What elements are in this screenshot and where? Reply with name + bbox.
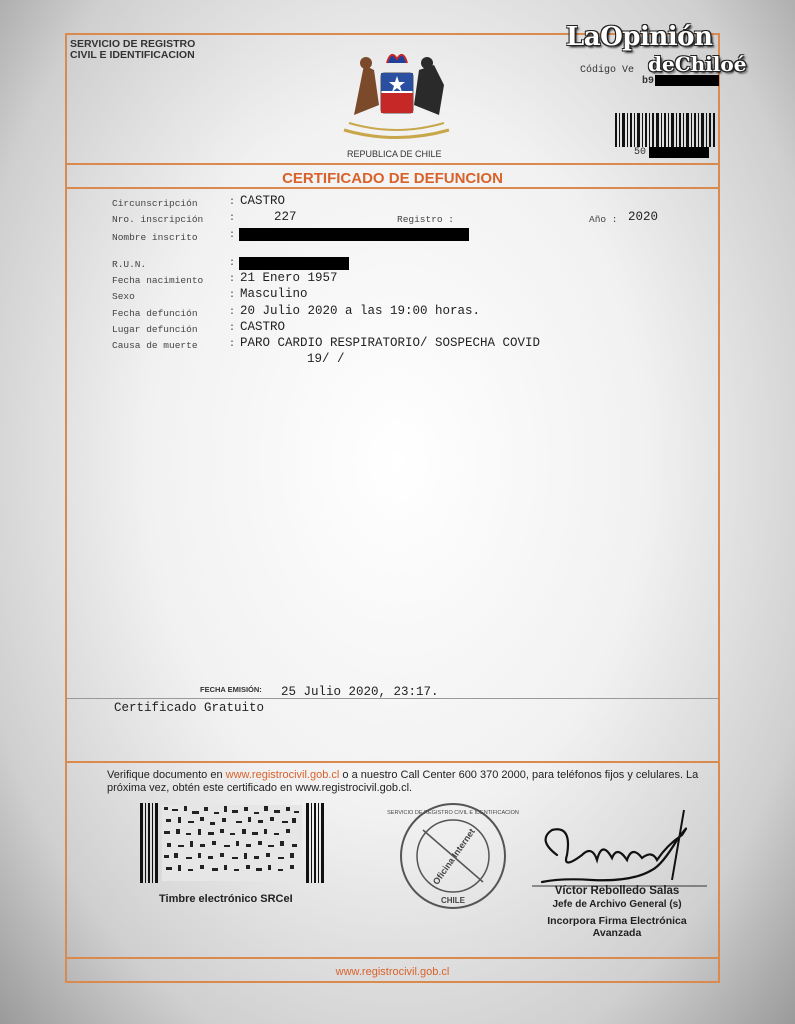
certificate-title: CERTIFICADO DE DEFUNCION bbox=[282, 170, 503, 187]
signer-name: Víctor Rebolledo Salas bbox=[554, 885, 680, 897]
verification-code-value: b9 bbox=[642, 76, 655, 87]
signature-note-line-2: Avanzada bbox=[592, 927, 642, 939]
emision-label: FECHA EMISIÓN: bbox=[200, 685, 262, 694]
agency-line-1: SERVICIO DE REGISTRO bbox=[70, 38, 196, 50]
divider bbox=[67, 163, 718, 165]
coat-of-arms-icon bbox=[329, 45, 464, 140]
signature-note-line-1: Incorpora Firma Electrónica bbox=[547, 915, 687, 927]
fecha-nacimiento-value: 21 Enero 1957 bbox=[240, 271, 338, 285]
fecha-defuncion-value: 20 Julio 2020 a las 19:00 horas. bbox=[240, 304, 481, 318]
footer-link[interactable]: www.registrocivil.gob.cl bbox=[335, 966, 450, 978]
colon: : bbox=[229, 230, 236, 241]
causa-value-line-1: PARO CARDIO RESPIRATORIO/ SOSPECHA COVID bbox=[240, 336, 541, 350]
signer-role: Jefe de Archivo General (s) bbox=[552, 899, 682, 910]
seal-inner-text: Oficina Internet bbox=[430, 826, 477, 887]
agency-name bbox=[70, 39, 195, 61]
lugar-defuncion-label: Lugar defunción bbox=[112, 324, 198, 335]
colon: : bbox=[229, 213, 236, 224]
redaction-bar bbox=[239, 257, 349, 270]
nombre-label: Nombre inscrito bbox=[112, 232, 198, 243]
newspaper-watermark-sub: deChiloé bbox=[648, 52, 747, 76]
sexo-label: Sexo bbox=[112, 291, 135, 302]
electronic-stamp-label: Timbre electrónico SRCeI bbox=[159, 893, 293, 905]
lugar-defuncion-value: CASTRO bbox=[240, 320, 286, 334]
redaction-bar bbox=[655, 75, 719, 86]
certificate-note: Certificado Gratuito bbox=[114, 701, 265, 715]
circunscripcion-value: CASTRO bbox=[240, 194, 286, 208]
verification-code-label: Código Ve bbox=[580, 65, 635, 76]
run-label: R.U.N. bbox=[112, 259, 147, 270]
fecha-nacimiento-label: Fecha nacimiento bbox=[112, 275, 204, 286]
signature-note bbox=[517, 915, 717, 939]
colon: : bbox=[229, 323, 236, 334]
divider bbox=[67, 761, 718, 763]
certificate-document bbox=[65, 33, 720, 983]
emision-value: 25 Julio 2020, 23:17. bbox=[281, 685, 439, 699]
colon: : bbox=[229, 274, 236, 285]
agency-line-2: CIVIL E IDENTIFICACION bbox=[70, 49, 195, 61]
colon: : bbox=[229, 339, 236, 350]
official-seal-icon bbox=[387, 800, 519, 912]
nro-inscripcion-label: Nro. inscripción bbox=[112, 214, 204, 225]
colon: : bbox=[229, 197, 236, 208]
colon: : bbox=[229, 258, 236, 269]
registro-civil-link[interactable]: www.registrocivil.gob.cl bbox=[225, 769, 340, 781]
seal-outer-text: SERVICIO DE REGISTRO CIVIL E IDENTIFICACION bbox=[387, 810, 519, 816]
republic-label: REPUBLICA DE CHILE bbox=[347, 149, 442, 159]
circunscripcion-label: Circunscripción bbox=[112, 198, 198, 209]
verify-text: o a nuestro Call Center 600 370 2000, para teléfonos fijos y celulares. La próxima vez, obtén este certificado en www.registrocivil.gob.cl. bbox=[107, 769, 699, 794]
verification-notice bbox=[107, 769, 707, 795]
colon: : bbox=[229, 290, 236, 301]
redaction-bar bbox=[239, 228, 469, 241]
divider bbox=[67, 187, 718, 189]
barcode-icon bbox=[615, 113, 717, 147]
colon: : bbox=[229, 307, 236, 318]
verify-text: Verifique documento en bbox=[107, 769, 226, 781]
fecha-defuncion-label: Fecha defunción bbox=[112, 308, 198, 319]
divider bbox=[67, 698, 718, 699]
seal-country: CHILE bbox=[441, 896, 465, 905]
anio-value: 2020 bbox=[628, 210, 659, 224]
barcode-number: 50 bbox=[634, 147, 647, 158]
newspaper-watermark: LaOpinión bbox=[566, 22, 713, 52]
anio-label: Año : bbox=[589, 214, 618, 225]
electronic-stamp-icon bbox=[140, 803, 324, 883]
divider bbox=[67, 957, 718, 959]
sexo-value: Masculino bbox=[240, 287, 308, 301]
signature-icon bbox=[532, 800, 707, 890]
redaction-bar bbox=[649, 147, 709, 158]
causa-value-line-2: 19/ / bbox=[307, 352, 345, 366]
registro-label: Registro : bbox=[397, 214, 455, 225]
causa-label: Causa de muerte bbox=[112, 340, 198, 351]
nro-inscripcion-value: 227 bbox=[274, 210, 297, 224]
